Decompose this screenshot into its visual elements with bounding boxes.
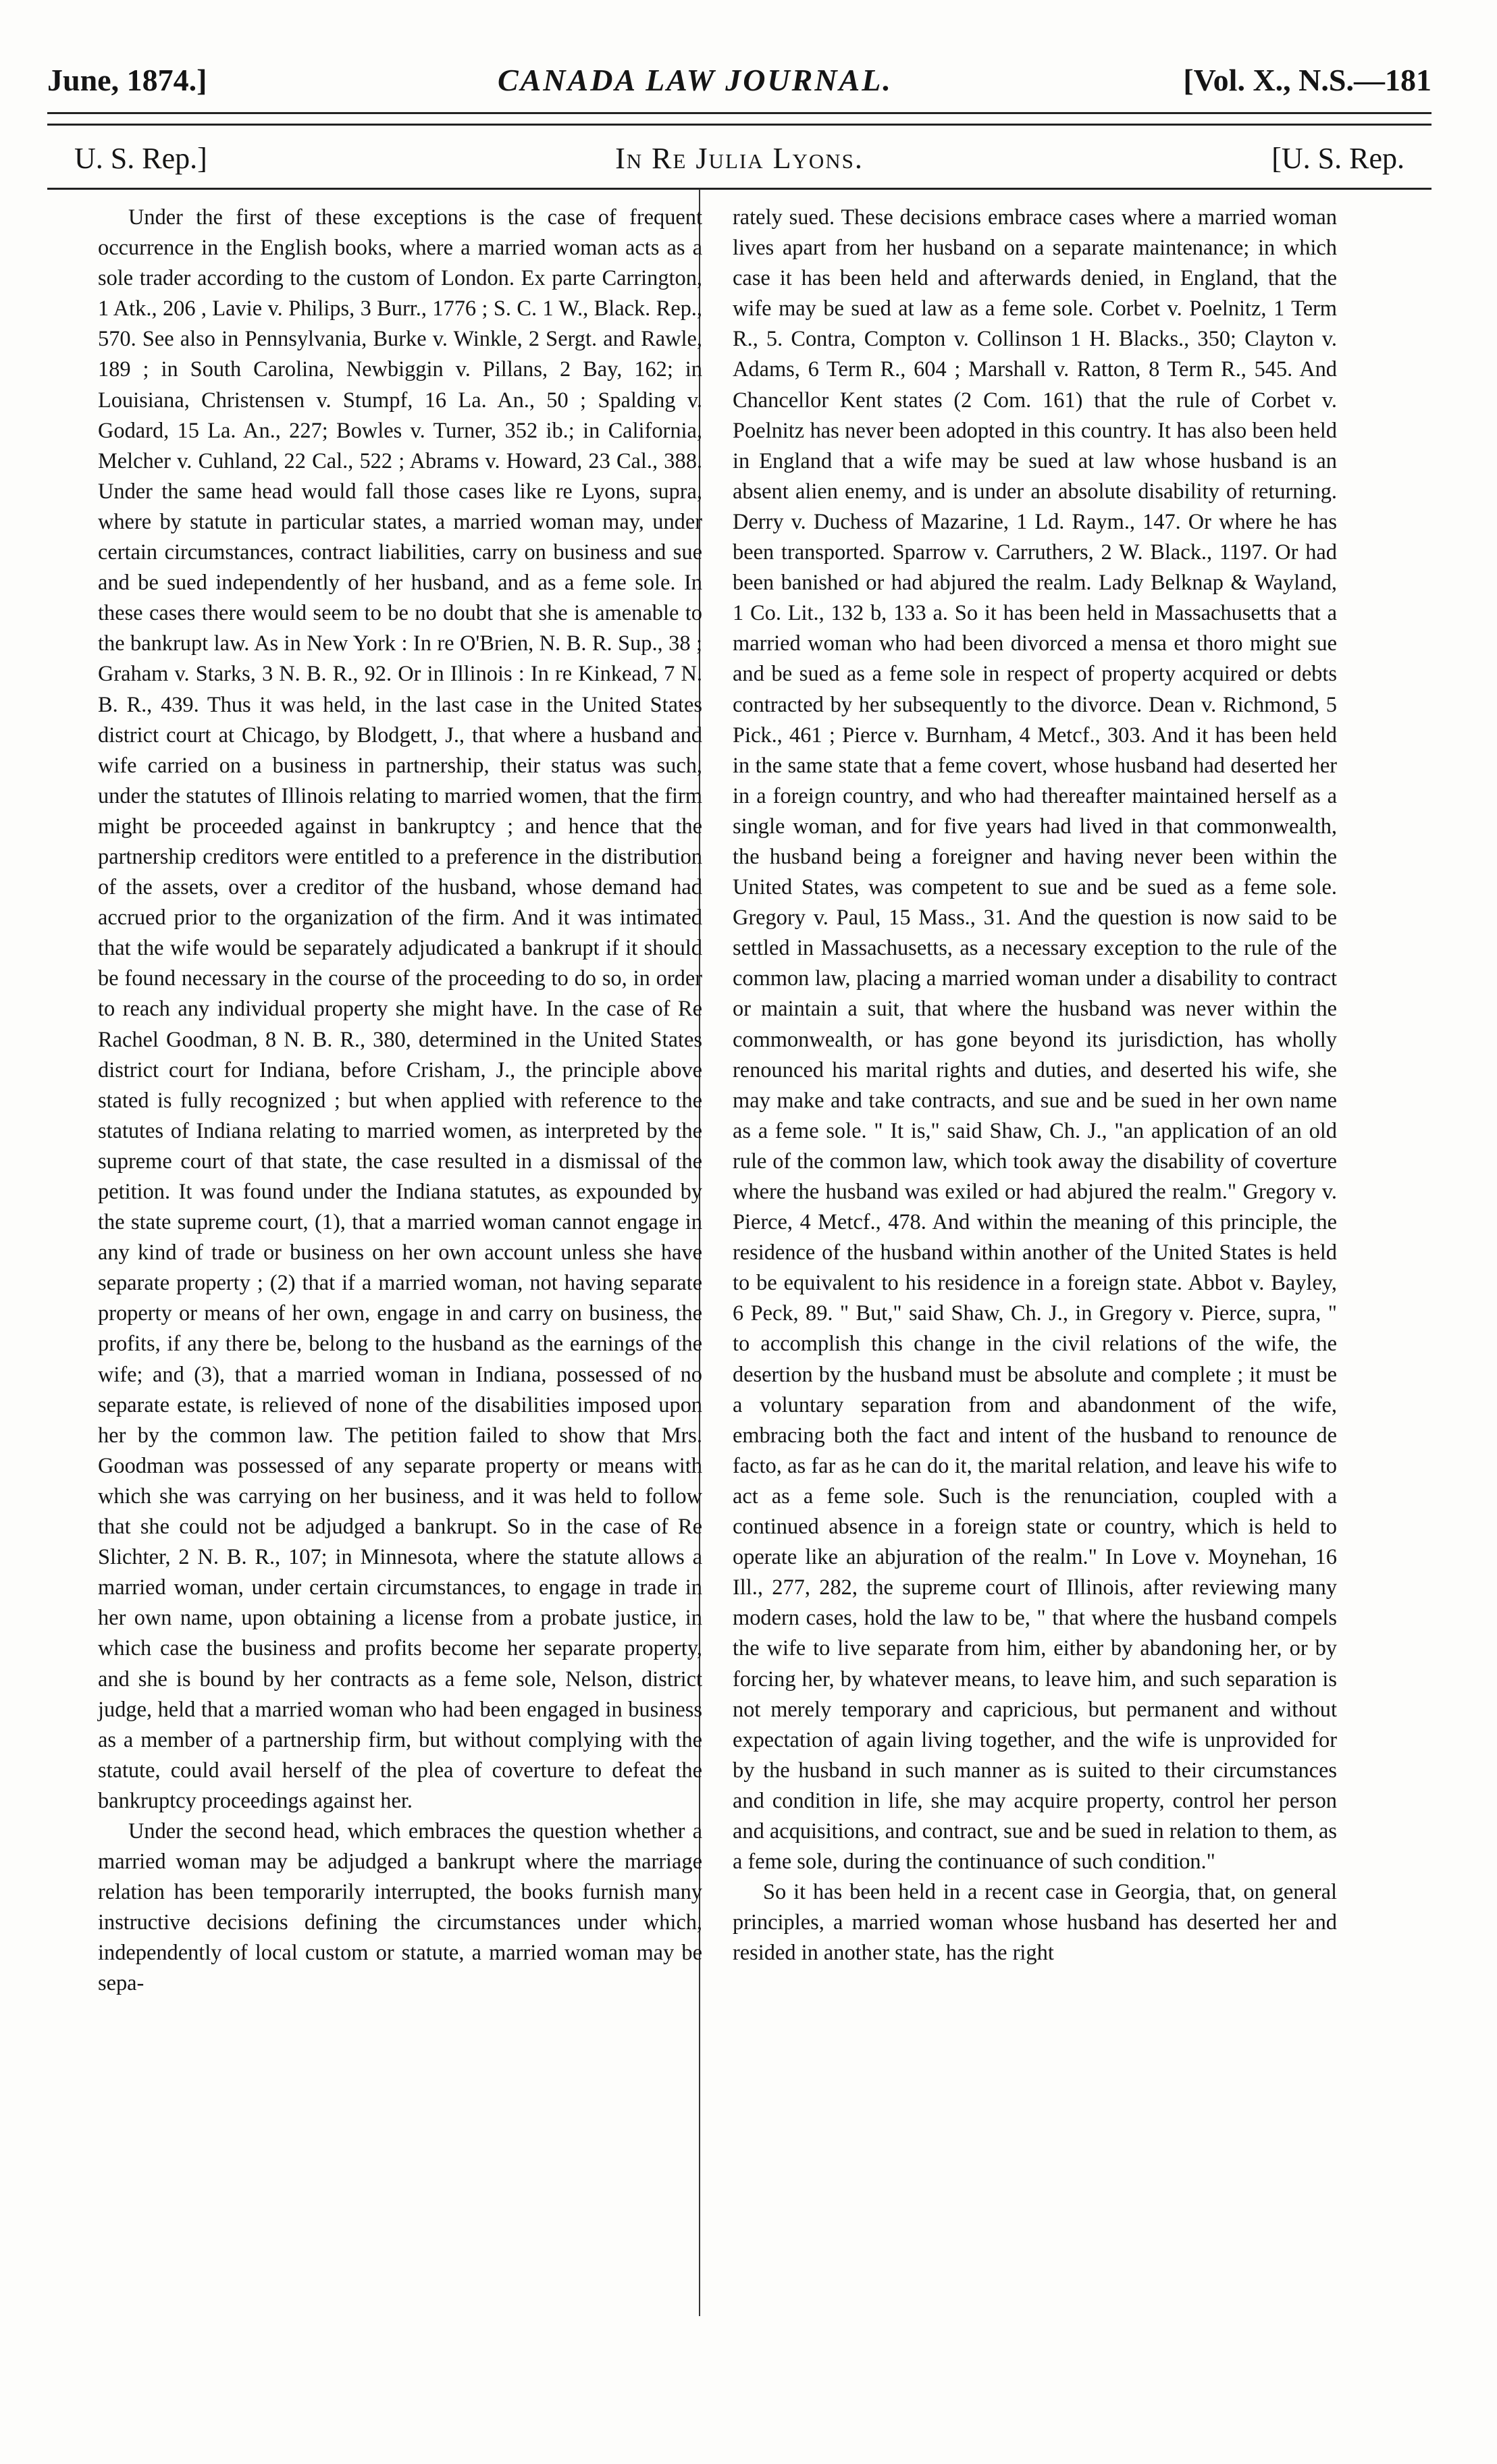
case-header [74,136,1404,180]
issue-date: June, 1874.] [47,62,207,97]
reporter-left: U. S. Rep.] [74,141,207,175]
paragraph: Under the first of these exceptions is the case of frequent occurrence in the English books, where a married woman acts as a sole trader according to the custom of London. Ex parte Carrington, 1 Atk., 206 , Lavie v. Philips, 3 Burr., 1776 ; S. C. 1 W., Black. Rep., 570. See also in Pennsylvania, Burke v. Winkle, 2 Sergt. and Rawle, 189 ; in South Carolina, Newbiggin v. Pillans, 2 Bay, 162; in Louisiana, Christensen v. Stumpf, 16 La. An., 50 ; Spalding v. Godard, 15 La. An., 227; Bowles v. Turner, 352 ib.; in California, Melcher v. Cuhland, 22 Cal., 522 ; Abrams v. Howard, 23 Cal., 388. Under the same head would fall those cases like re Lyons, supra, where by statute in particular states, a married woman may, under certain circumstances, contract liabilities, carry on business and sue and be sued independently of her husband, and as a feme sole. In these cases there would seem to be no doubt that she is amenable to the bankrupt law. As in New York : In re O'Brien, N. B. R. Sup., 38 ; Graham v. Starks, 3 N. B. R., 92. Or in Illinois : In re Kinkead, 7 N. B. R., 439. Thus it was held, in the last case in the United States district court at Chicago, by Blodgett, J., that where a husband and wife carried on a business in partnership, their status was such, under the statutes of Illinois relating to married women, that the firm might be proceeded against in bankruptcy ; and hence that the partnership creditors were entitled to a preference in the distribution of the assets, over a creditor of the husband, whose demand had accrued prior to the organization of the firm. And it was intimated that the wife would be separately adjudicated a bankrupt if it should be found necessary in the course of the proceeding to do so, in order to reach any individual property she might have. In the case of Re Rachel Goodman, 8 N. B. R., 380, determined in the United States district court for Indiana, before Crisham, J., the principle above stated is fully recognized ; but when applied with reference to the statutes of Indiana relating to married women, as interpreted by the supreme court of that state, the case resulted in a dismissal of the petition. It was found under the Indiana statutes, as expounded by the state supreme court, (1), that a married woman cannot engage in any kind of trade or business on her own account unless she have separate property ; (2) that if a married woman, not having separate property or means of her own, engage in and carry on business, the profits, if any there be, belong to the husband as the earnings of the wife; and (3), that a married woman in Indiana, possessed of no separate estate, is relieved of none of the disabilities imposed upon her by the common law. The petition failed to show that Mrs. Goodman was possessed of any separate property or means with which she was carrying on her business, and it was held to follow that she could not be adjudged a bankrupt. So in the case of Re Slichter, 2 N. B. R., 107; in Minnesota, where the statute allows a married woman, under certain circumstances, to engage in trade in her own name, upon obtaining a license from a probate justice, in which case the business and profits become her separate property, and she is bound by her contracts as a feme sole, Nelson, district judge, held that a married woman who had been engaged in business as a member of a partnership firm, but without complying with the statute, could avail herself of the plea of coverture to defeat the bankruptcy proceedings against her. [98,205,702,1813]
case-header-rule [47,188,1432,190]
volume-page: [Vol. X., N.S.—181 [1183,62,1432,97]
paragraph: Under the second head, which embraces the question whether a married woman may be adjudged a bankrupt where the marriage relation has been temporarily interrupted, the books furnish many instructive decisions defining the circumstances under which, independently of local custom or statute, a married woman may be sepa- [98,1818,702,1996]
running-header [47,53,1432,107]
journal-title: CANADA LAW JOURNAL. [497,62,893,97]
paragraph: So it has been held in a recent case in Georgia, that, on general principles, a married woman whose husband has deserted her and resided in another state, has the right [733,1880,1337,1966]
right-column [733,203,1337,1968]
header-rule [47,112,1432,126]
reporter-right: [U. S. Rep. [1271,141,1404,175]
case-title: In Re Julia Lyons. [615,141,864,175]
paragraph: rately sued. These decisions embrace cases where a married woman lives apart from her husband on a separate maintenance; in which case it has been held and afterwards denied, in England, that the wife may be sued at law as a feme sole. Corbet v. Poelnitz, 1 Term R., 5. Contra, Compton v. Collinson 1 H. Blacks., 350; Clayton v. Adams, 6 Term R., 604 ; Marshall v. Ratton, 8 Term R., 545. And Chancellor Kent states (2 Com. 161) that the rule of Corbet v. Poelnitz has never been adopted in this country. It has also been held in England that a wife may be sued at law whose husband is an absent alien enemy, and is under an absolute disability of returning. Derry v. Duchess of Mazarine, 1 Ld. Raym., 147. Or where he has been transported. Sparrow v. Carruthers, 2 W. Black., 1197. Or had been banished or had abjured the realm. Lady Belknap & Wayland, 1 Co. Lit., 132 b, 133 a. So it has been held in Massachusetts that a married woman who had been divorced a mensa et thoro might sue and be sued as a feme sole in respect of property acquired or debts contracted by her subsequently to the divorce. Dean v. Richmond, 5 Pick., 461 ; Pierce v. Burnham, 4 Metcf., 303. And it has been held in the same state that a feme covert, whose husband had deserted her in a foreign country, and who had thereafter maintained herself as a single woman, and for five years had lived in that commonwealth, the husband being a foreigner and having never been within the United States, was competent to sue and be sued as a feme sole. Gregory v. Paul, 15 Mass., 31. And the question is now said to be settled in Massachusetts, as a necessary exception to the rule of the common law, placing a married woman under a disability to contract or maintain a suit, that where the husband was never within the commonwealth, or has gone beyond its jurisdiction, has wholly renounced his marital rights and duties, and deserted his wife, she may make and take contracts, and sue and be sued in her own name as a feme sole. " It is," said Shaw, Ch. J., "an application of an old rule of the common law, which took away the disability of coverture where the husband was exiled or had abjured the realm." Gregory v. Pierce, 4 Metcf., 478. And within the meaning of this principle, the residence of the husband within another of the United States is held to be equivalent to his residence in a foreign state. Abbot v. Bayley, 6 Peck, 89. " But," said Shaw, Ch. J., in Gregory v. Pierce, supra, " to accomplish this change in the civil relations of the wife, the desertion by the husband must be absolute and complete ; it must be a voluntary separation from and abandonment of the wife, embracing both the fact and intent of the husband to renounce de facto, as far as he can do it, the marital relation, and leave his wife to act as a feme sole. Such is the renunciation, coupled with a continued absence in a foreign state or country, which is held to operate like an abjuration of the realm." In Love v. Moynehan, 16 Ill., 277, 282, the supreme court of Illinois, after reviewing many modern cases, hold the law to be, " that where the husband compels the wife to live separate from him, either by abandoning her, or by forcing her, by whatever means, to leave him, and such separation is not merely temporary and capricious, but permanent and without expectation of again living together, and the wife is unprovided for by the husband in such manner as is suited to their circumstances and condition in life, she may acquire property, control her person and acquisitions, and contract, sue and be sued in relation to them, as a feme sole, during the continuance of such condition." [733,205,1337,1875]
left-column [98,203,702,1999]
